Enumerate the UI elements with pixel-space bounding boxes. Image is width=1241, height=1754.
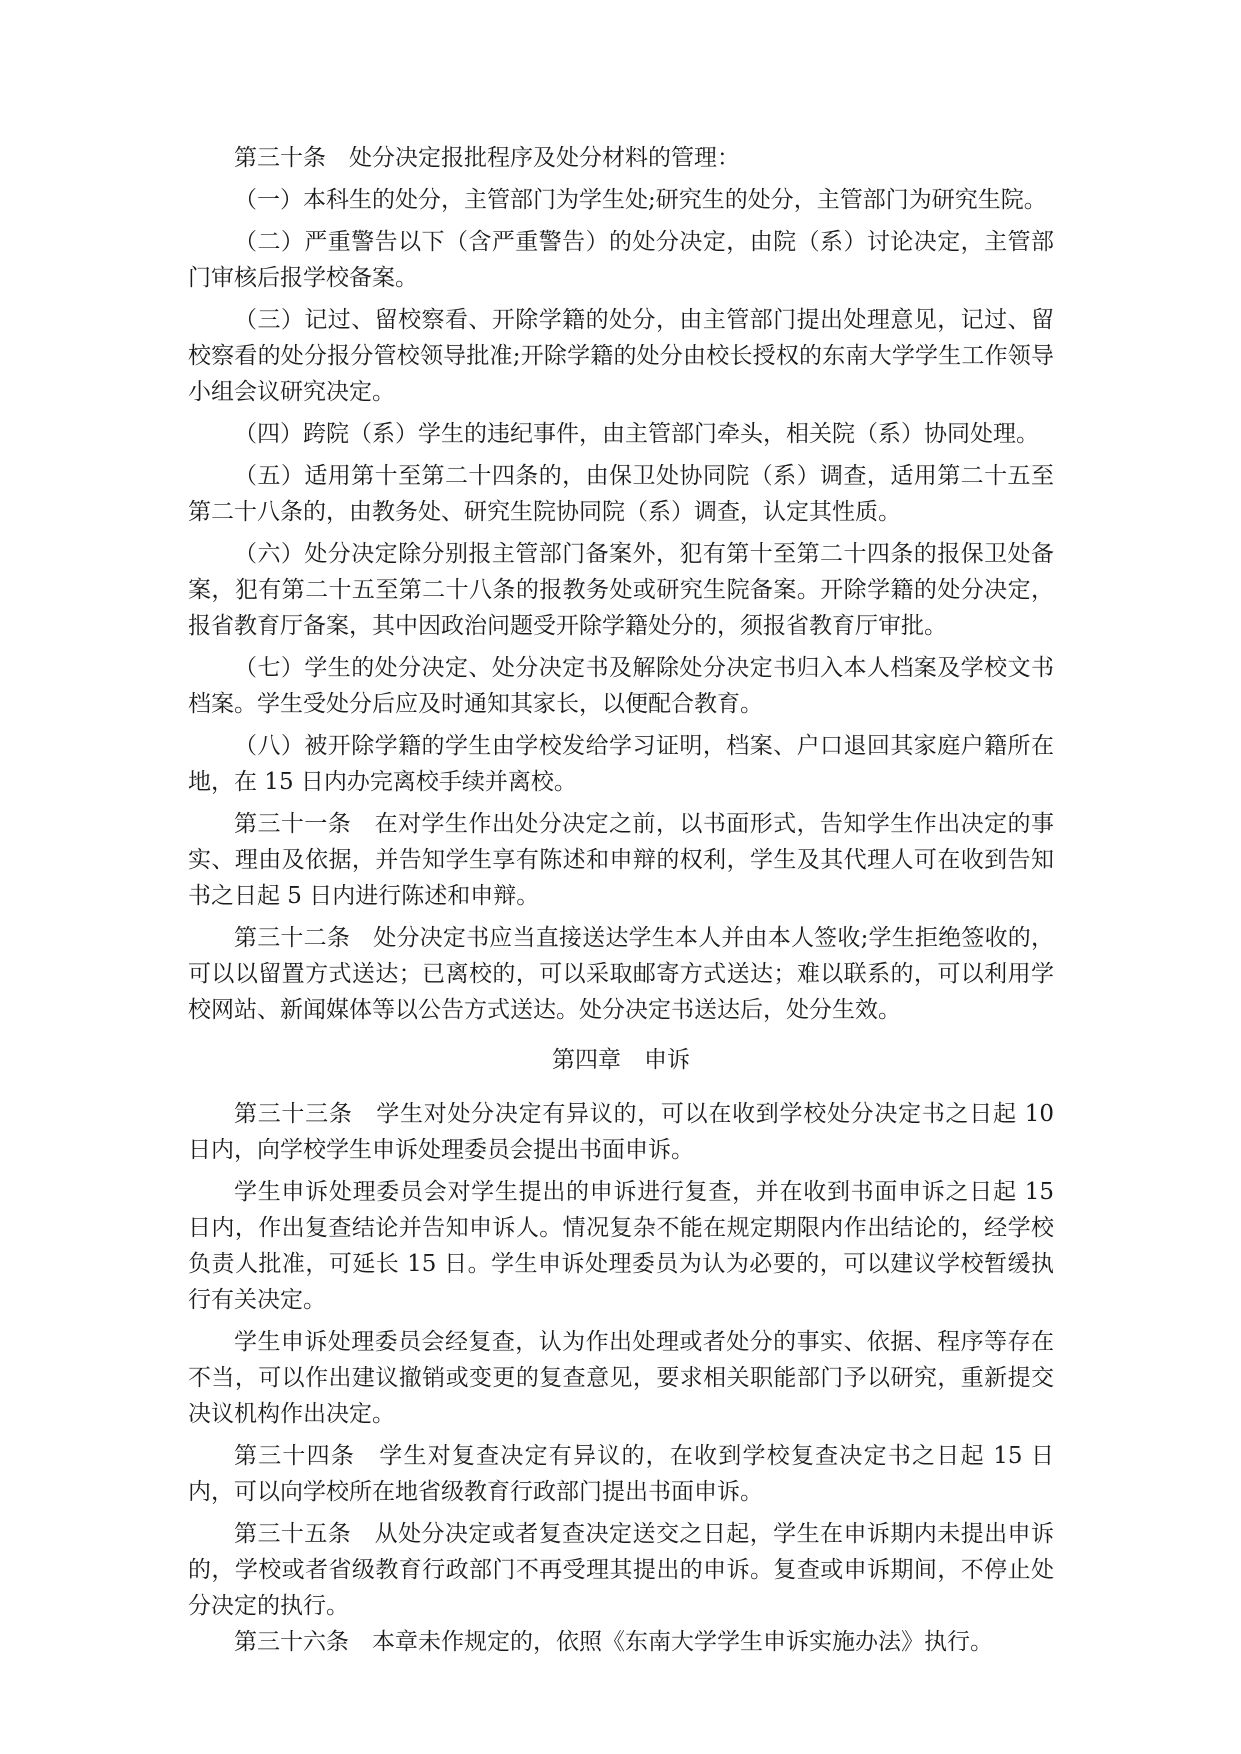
article-30-item-5: （五）适用第十至第二十四条的，由保卫处协同院（系）调查，适用第二十五至第二十八条的，由教务处、研究生院协同院（系）调查，认定其性质。	[188, 463, 1054, 525]
article-30-item-1: （一）本科生的处分，主管部门为学生处;研究生的处分，主管部门为研究生院。	[234, 187, 1047, 213]
chapter-heading: 第四章 申诉	[552, 1047, 690, 1073]
article-31: 第三十一条 在对学生作出处分决定之前，以书面形式，告知学生作出决定的事实、理由及依据，并告知学生享有陈述和申辩的权利，学生及其代理人可在收到告知书之日起 5 日内进行陈述和申辩。	[188, 811, 1054, 909]
article-30-item-2: （二）严重警告以下（含严重警告）的处分决定，由院（系）讨论决定，主管部门审核后报学校备案。	[188, 229, 1054, 291]
article-30-title: 第三十条 处分决定报批程序及处分材料的管理：	[234, 145, 740, 171]
article-35: 第三十五条 从处分决定或者复查决定送交之日起，学生在申诉期内未提出申诉的，学校或者省级教育行政部门不再受理其提出的申诉。复查或申诉期间，不停止处分决定的执行。	[188, 1521, 1054, 1619]
document-page	[188, 140, 1054, 1660]
article-30-item-7: （七）学生的处分决定、处分决定书及解除处分决定书归入本人档案及学校文书档案。学生受处分后应及时通知其家长，以便配合教育。	[188, 655, 1054, 717]
article-33-para-2: 学生申诉处理委员会对学生提出的申诉进行复查，并在收到书面申诉之日起 15 日内，作出复查结论并告知申诉人。情况复杂不能在规定期限内作出结论的，经学校负责人批准，可延长 15 日。学生申诉处理委员为认为必要的，可以建议学校暂缓执行有关决定。	[188, 1179, 1054, 1313]
article-30-item-3: （三）记过、留校察看、开除学籍的处分，由主管部门提出处理意见，记过、留校察看的处分报分管校领导批准;开除学籍的处分由校长授权的东南大学学生工作领导小组会议研究决定。	[188, 307, 1054, 405]
article-30-item-4: （四）跨院（系）学生的违纪事件，由主管部门牵头，相关院（系）协同处理。	[234, 421, 1039, 447]
article-30-item-8: （八）被开除学籍的学生由学校发给学习证明，档案、户口退回其家庭户籍所在地，在 15 日内办完离校手续并离校。	[188, 733, 1054, 795]
article-33-para-1: 第三十三条 学生对处分决定有异议的，可以在收到学校处分决定书之日起 10 日内，向学校学生申诉处理委员会提出书面申诉。	[188, 1101, 1054, 1163]
article-32: 第三十二条 处分决定书应当直接送达学生本人并由本人签收;学生拒绝签收的，可以以留置方式送达；已离校的，可以采取邮寄方式送达；难以联系的，可以利用学校网站、新闻媒体等以公告方式送达。处分决定书送达后，处分生效。	[188, 925, 1054, 1023]
article-36: 第三十六条 本章未作规定的，依照《东南大学学生申诉实施办法》执行。	[234, 1629, 993, 1655]
article-33-para-3: 学生申诉处理委员会经复查，认为作出处理或者处分的事实、依据、程序等存在不当，可以作出建议撤销或变更的复查意见，要求相关职能部门予以研究，重新提交决议机构作出决定。	[188, 1329, 1054, 1427]
article-34: 第三十四条 学生对复查决定有异议的，在收到学校复查决定书之日起 15 日内，可以向学校所在地省级教育行政部门提出书面申诉。	[188, 1443, 1054, 1505]
article-30-item-6: （六）处分决定除分别报主管部门备案外，犯有第十至第二十四条的报保卫处备案，犯有第二十五至第二十八条的报教务处或研究生院备案。开除学籍的处分决定，报省教育厅备案，其中因政治问题受开除学籍处分的，须报省教育厅审批。	[188, 541, 1054, 639]
